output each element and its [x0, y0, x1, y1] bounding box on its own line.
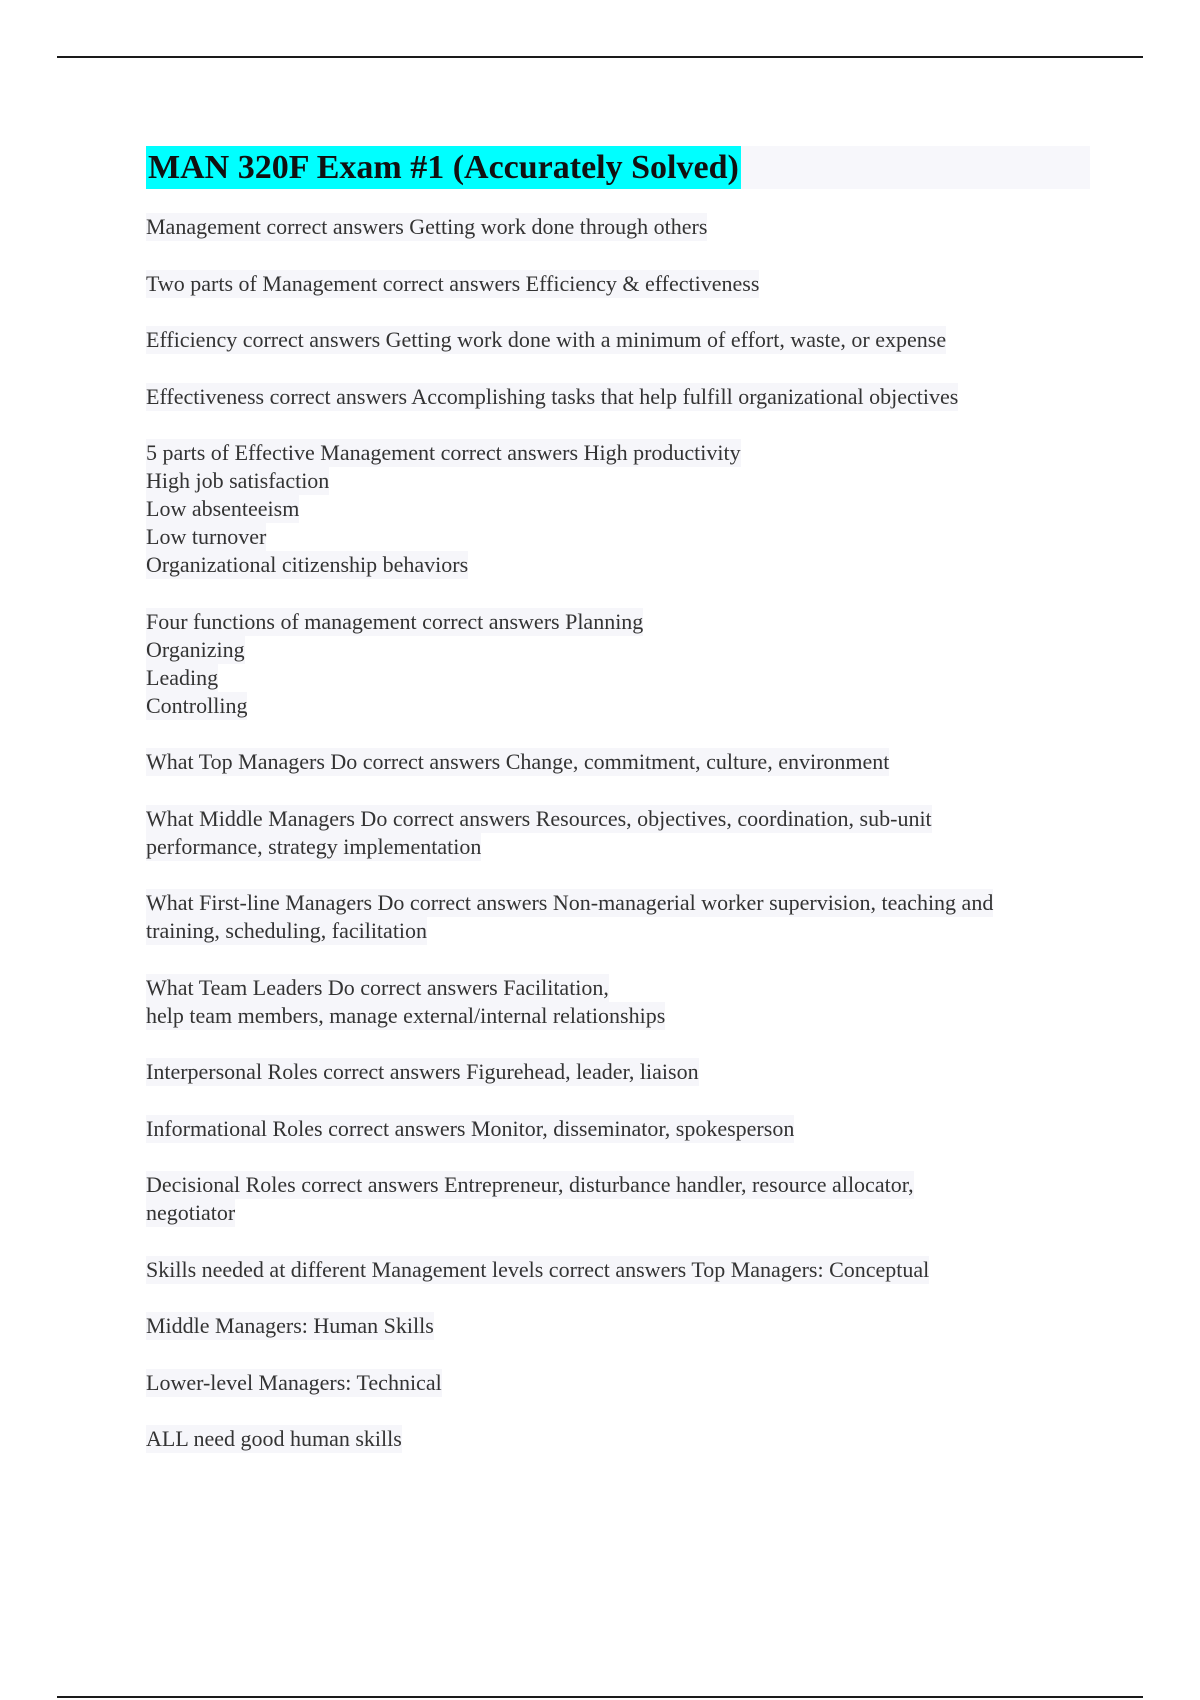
qa-text-line: 5 parts of Effective Management correct answers High productivity [146, 440, 741, 465]
qa-entry [146, 383, 1090, 411]
qa-text-line: What Middle Managers Do correct answers Resources, objectives, coordination, sub-unit [146, 805, 932, 831]
qa-entry [146, 974, 1090, 1030]
top-rule [57, 56, 1143, 58]
qa-text-line: Informational Roles correct answers Monitor, disseminator, spokesperson [146, 1115, 795, 1141]
qa-entry [146, 1312, 1090, 1340]
qa-entry [146, 608, 1090, 720]
title-bar [146, 146, 1090, 189]
qa-text-line: High job satisfaction [146, 468, 330, 493]
qa-text-line: Low turnover [146, 524, 267, 549]
qa-entry [146, 326, 1090, 354]
qa-text-line: What First-line Managers Do correct answers Non-managerial worker supervision, teaching and [146, 890, 994, 915]
qa-entry [146, 1115, 1090, 1143]
qa-text-line: What Team Leaders Do correct answers Facilitation, [146, 974, 609, 1000]
qa-text-line: Organizational citizenship behaviors [146, 552, 469, 577]
qa-entry [146, 1425, 1090, 1453]
qa-entry [146, 1171, 1090, 1227]
bottom-rule [57, 1696, 1143, 1698]
qa-text-line: Management correct answers Getting work done through others [146, 214, 708, 239]
qa-text-line: Middle Managers: Human Skills [146, 1313, 434, 1338]
qa-entry [146, 1369, 1090, 1397]
qa-text-line: Four functions of management correct answers Planning [146, 608, 644, 634]
qa-text-line: training, scheduling, facilitation [146, 918, 428, 943]
qa-entry [146, 213, 1090, 241]
document-title: MAN 320F Exam #1 (Accurately Solved) [146, 146, 741, 189]
qa-text-line: What Top Managers Do correct answers Change, commitment, culture, environment [146, 749, 890, 774]
qa-text-line: Low absenteeism [146, 496, 300, 521]
qa-text-line: Leading [146, 664, 219, 690]
qa-entry [146, 748, 1090, 776]
qa-text-line: Organizing [146, 636, 245, 662]
qa-text-line: help team members, manage external/internal relationships [146, 1002, 666, 1028]
qa-entry [146, 1058, 1090, 1086]
qa-entry [146, 439, 1090, 579]
qa-text-line: Decisional Roles correct answers Entrepreneur, disturbance handler, resource allocator, [146, 1172, 914, 1197]
qa-list [146, 213, 1090, 1453]
qa-text-line: Skills needed at different Management levels correct answers Top Managers: Conceptual [146, 1256, 930, 1282]
qa-entry [146, 270, 1090, 298]
document-body [146, 146, 1090, 1482]
qa-text-line: negotiator [146, 1200, 236, 1225]
qa-text-line: performance, strategy implementation [146, 833, 482, 859]
qa-text-line: Effectiveness correct answers Accomplishing tasks that help fulfill organizational objectives [146, 383, 959, 409]
qa-text-line: ALL need good human skills [146, 1426, 402, 1451]
qa-entry [146, 805, 1090, 861]
qa-text-line: Efficiency correct answers Getting work done with a minimum of effort, waste, or expense [146, 327, 947, 352]
qa-text-line: Controlling [146, 692, 248, 718]
qa-entry [146, 889, 1090, 945]
qa-text-line: Interpersonal Roles correct answers Figurehead, leader, liaison [146, 1059, 699, 1084]
qa-text-line: Lower-level Managers: Technical [146, 1369, 442, 1395]
qa-text-line: Two parts of Management correct answers Efficiency & effectiveness [146, 270, 760, 296]
qa-entry [146, 1256, 1090, 1284]
